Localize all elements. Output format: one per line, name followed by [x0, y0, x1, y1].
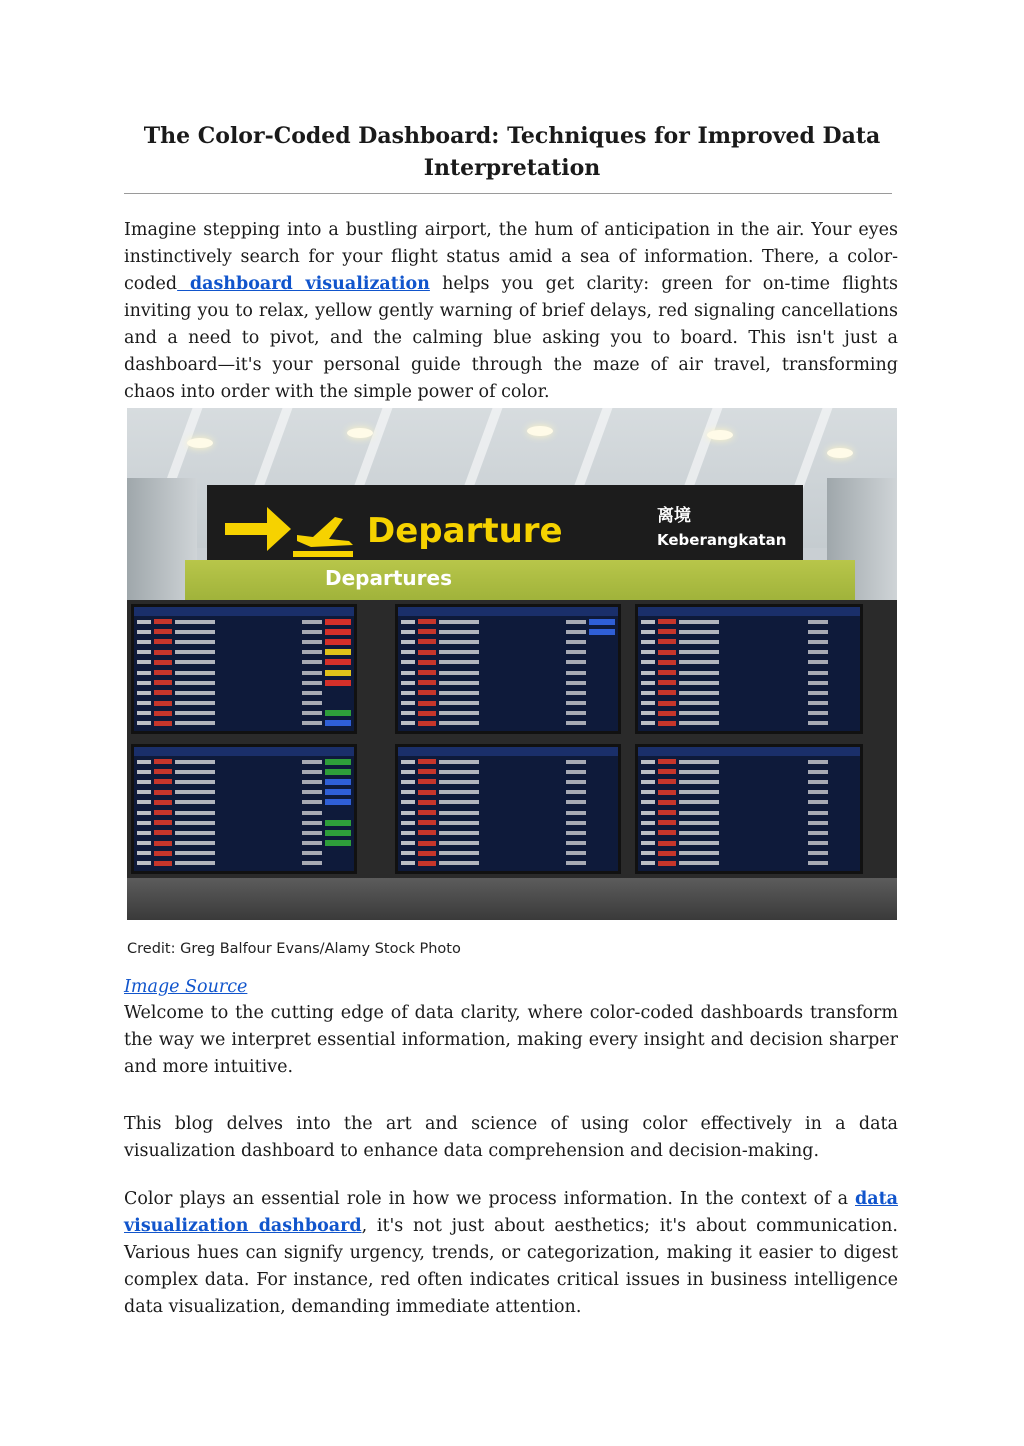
intro-text-after: helps you get clarity: green for on-time flights inviting you to relax, yellow gently warning of brief delays, red signaling cancellations and a need to pivot, and the calming blue asking you to board. This isn't just a dashboard—it's your personal guide through the maze of air travel, transforming chaos into order with the simple power of color.	[124, 274, 898, 402]
sign-malay-text: Keberangkatan	[657, 531, 787, 549]
intro-text-before: Imagine stepping into a bustling airport, the hum of anticipation in the air. Your eyes instinctively search for your flight status amid a sea of information. There, a color-coded	[124, 220, 898, 294]
flight-boards	[127, 600, 897, 920]
sign-departure-text: Departure	[367, 511, 563, 551]
image-source-link[interactable]: Image Source	[124, 977, 248, 997]
floor	[127, 878, 897, 920]
paragraph-color-role	[124, 1186, 898, 1321]
airport-departure-board-photo	[127, 408, 897, 920]
para4-text-before: Color plays an essential role in how we process information. In the context of a	[124, 1189, 855, 1209]
flight-board	[131, 744, 357, 874]
departures-banner	[185, 560, 855, 602]
para4-text-after: , it's not just about aesthetics; it's about communication. Various hues can signify urgency, trends, or categorization, making it easier to digest complex data. For instance, red often indicates critical issues in business intelligence data visualization, demanding immediate attention.	[124, 1216, 898, 1317]
photo-credit: Credit: Greg Balfour Evans/Alamy Stock Photo	[127, 941, 461, 957]
sign-chinese-text: 离境	[657, 506, 691, 526]
data-visualization-dashboard-link[interactable]: data visualization dashboard	[124, 1189, 898, 1236]
flight-board	[635, 604, 863, 734]
flight-board	[395, 604, 621, 734]
flight-board	[131, 604, 357, 734]
paragraph-welcome: Welcome to the cutting edge of data clarity, where color-coded dashboards transform the way we interpret essential information, making every insight and decision sharper and more intuitive.	[124, 1003, 898, 1077]
paragraph-blog-delves: This blog delves into the art and science of using color effectively in a data visualization dashboard to enhance data comprehension and decision-making.	[124, 1114, 898, 1161]
flight-board	[635, 744, 863, 874]
flight-board	[395, 744, 621, 874]
intro-paragraph	[124, 217, 898, 406]
arrow-right-icon	[223, 499, 293, 559]
airplane-icon	[291, 505, 357, 561]
dashboard-visualization-link[interactable]: dashboard visualization	[177, 274, 430, 294]
title-divider	[124, 193, 892, 194]
article-title: The Color-Coded Dashboard: Techniques for Improved Data Interpretation	[143, 123, 881, 181]
departures-banner-text: Departures	[325, 566, 452, 590]
